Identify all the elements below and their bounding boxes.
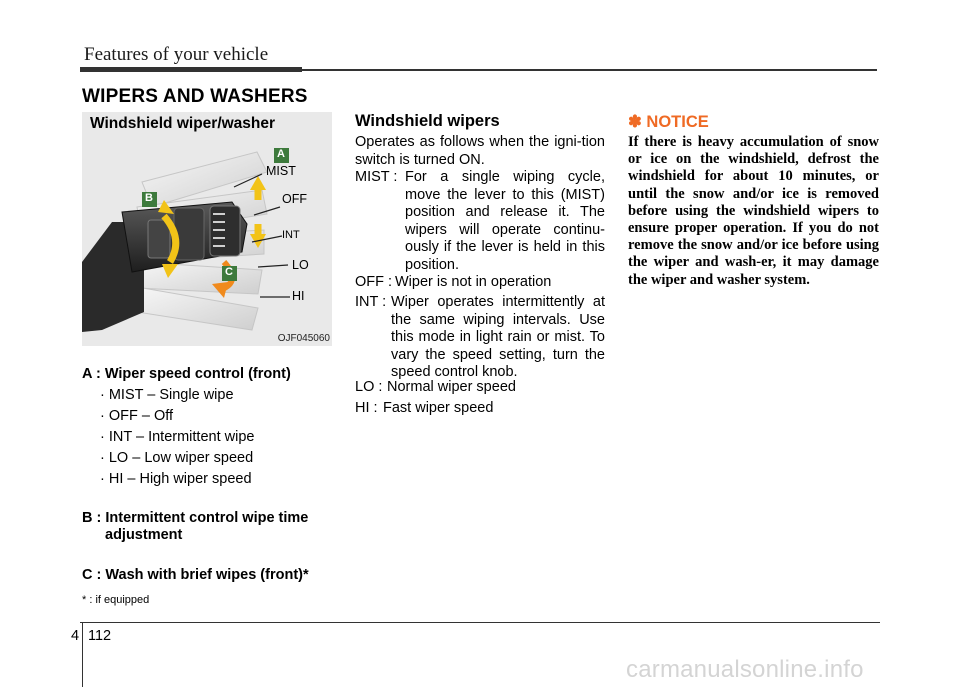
notice-title: ✽ NOTICE	[628, 113, 709, 131]
header-rule-thick	[80, 67, 302, 72]
def-mist	[355, 169, 605, 274]
def-text: For a single wiping cycle, move the lever to this (MIST) position and release it. The wipers will operate continu-ously if the lever is held in this position.	[405, 169, 605, 273]
def-lo	[355, 379, 605, 397]
wipers-intro: Operates as follows when the igni-tion switch is turned ON.	[355, 134, 605, 168]
notice-body: If there is heavy accumulation of snow or ice on the windshield, defrost the windshield for about 10 minutes, or until the snow and/or ice is removed before using the windshield wipers to ensure proper operation. If you do not remove the snow and/or ice before using the wiper and wash-er, it may damage the wiper and washer system.	[628, 134, 879, 288]
legend-a-item: · HI – High wiper speed	[100, 471, 252, 487]
legend-c-title: C : Wash with brief wipes (front)*	[82, 567, 309, 583]
page-number: 112	[88, 628, 112, 644]
label-lo: LO	[292, 258, 309, 272]
def-int	[355, 294, 605, 382]
header-rule-thin	[302, 69, 877, 71]
wipers-heading: Windshield wipers	[355, 112, 500, 130]
label-mist: MIST	[266, 164, 296, 178]
legend-a-item: · OFF – Off	[100, 408, 174, 424]
footnote: * : if equipped	[82, 594, 150, 606]
wiper-figure	[82, 112, 332, 346]
badge-a-letter: A	[277, 148, 285, 160]
def-text: Wiper is not in operation	[395, 274, 552, 290]
legend-b-title: B : Intermittent control wipe time	[82, 510, 309, 526]
def-off	[355, 274, 605, 292]
def-term: HI :	[355, 400, 378, 416]
figure-title: Windshield wiper/washer	[90, 115, 276, 132]
section-title: WIPERS AND WASHERS	[82, 86, 308, 107]
def-text: Fast wiper speed	[383, 400, 494, 416]
def-term: OFF :	[355, 274, 393, 290]
legend-a-title: A : Wiper speed control (front)	[82, 366, 291, 382]
label-off: OFF	[282, 192, 307, 206]
badge-b-letter: B	[145, 192, 153, 204]
legend-a-item: · INT – Intermittent wipe	[100, 429, 255, 445]
label-hi: HI	[292, 289, 305, 303]
badge-c-letter: C	[225, 266, 233, 278]
def-text: Normal wiper speed	[387, 379, 516, 395]
page-header-title: Features of your vehicle	[84, 44, 269, 65]
figure-code: OJF045060	[277, 333, 330, 344]
def-text: Wiper operates intermittently at the same wiping intervals. Use this mode in light rain or mist. To vary the speed setting, turn the speed control knob.	[391, 294, 605, 380]
legend-b-title-cont: adjustment	[105, 527, 183, 543]
def-hi	[355, 400, 605, 418]
label-int: INT	[282, 229, 300, 241]
def-term: MIST :	[355, 169, 398, 185]
def-term: INT :	[355, 294, 387, 310]
footer-divider	[82, 622, 83, 687]
footer-rule	[80, 622, 880, 623]
legend-a-item: · LO – Low wiper speed	[100, 450, 254, 466]
page-section-number: 4	[71, 628, 80, 644]
legend-a-item: · MIST – Single wipe	[100, 387, 234, 403]
watermark-text: carmanualsonline.info	[626, 656, 864, 683]
def-term: LO :	[355, 379, 383, 395]
